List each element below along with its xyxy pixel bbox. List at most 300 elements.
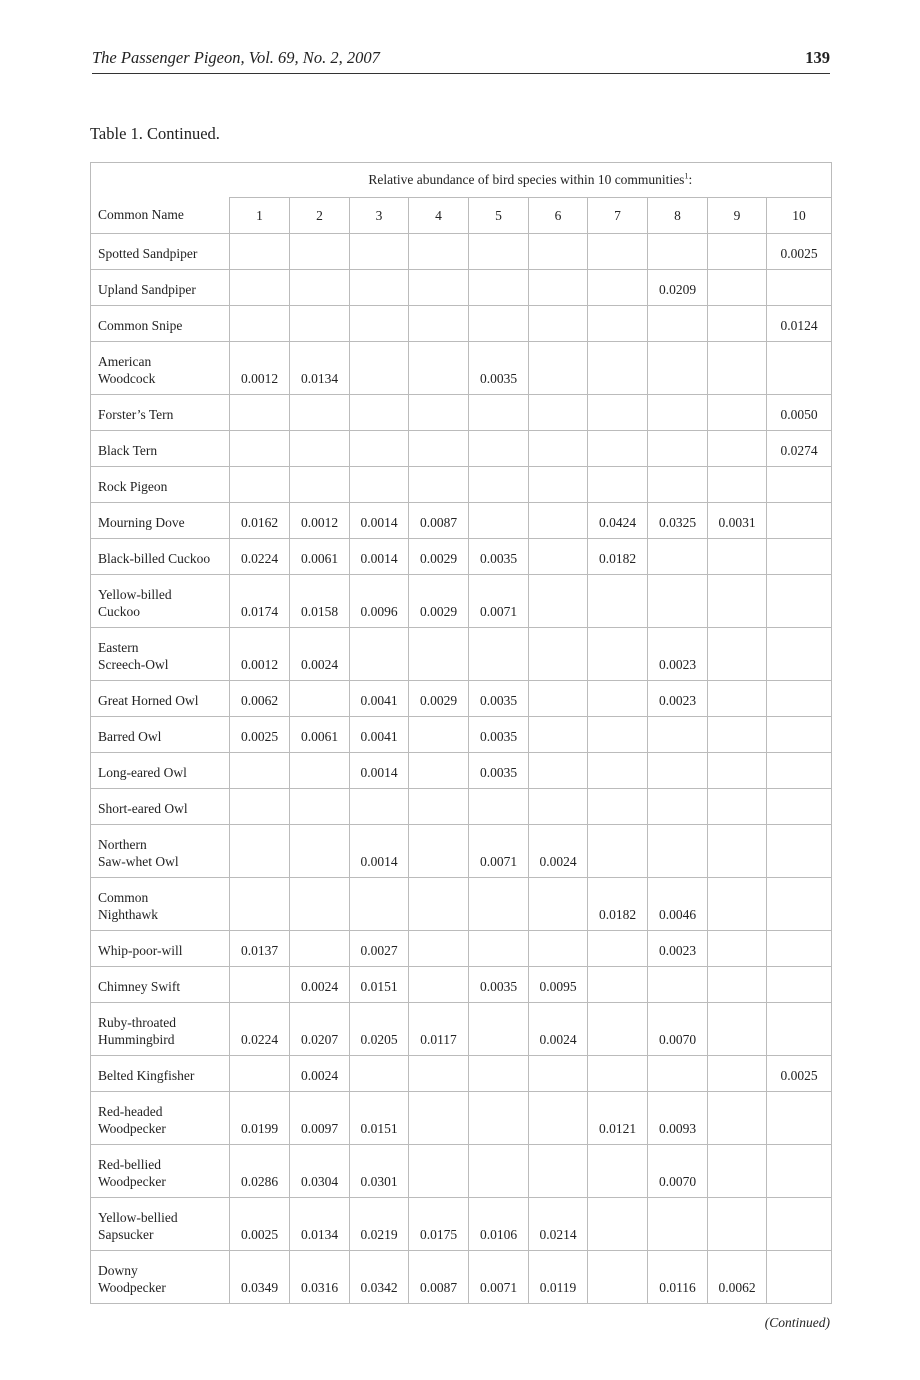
species-name-line: Woodpecker xyxy=(98,1280,166,1295)
abundance-value xyxy=(648,575,708,628)
abundance-value xyxy=(767,1003,832,1056)
abundance-value xyxy=(230,270,290,306)
abundance-value: 0.0219 xyxy=(350,1198,409,1251)
abundance-value: 0.0031 xyxy=(708,503,767,539)
species-name-line: Red-headed xyxy=(98,1104,163,1119)
abundance-value: 0.0207 xyxy=(290,1003,350,1056)
abundance-value xyxy=(469,234,529,270)
abundance-value xyxy=(529,681,588,717)
table-row xyxy=(91,967,832,1003)
abundance-value xyxy=(588,270,648,306)
abundance-value xyxy=(588,467,648,503)
abundance-value xyxy=(350,395,409,431)
abundance-value: 0.0071 xyxy=(469,575,529,628)
abundance-value xyxy=(469,931,529,967)
table-row xyxy=(91,931,832,967)
abundance-value xyxy=(588,306,648,342)
column-header-5: 5 xyxy=(469,198,529,234)
abundance-value xyxy=(648,234,708,270)
table-row xyxy=(91,681,832,717)
abundance-value xyxy=(350,431,409,467)
column-header-8: 8 xyxy=(648,198,708,234)
abundance-value: 0.0087 xyxy=(409,503,469,539)
abundance-value xyxy=(588,342,648,395)
abundance-value xyxy=(409,467,469,503)
species-name xyxy=(91,575,230,628)
abundance-value xyxy=(708,1056,767,1092)
abundance-value xyxy=(409,717,469,753)
abundance-value xyxy=(708,1145,767,1198)
abundance-value xyxy=(708,717,767,753)
abundance-value: 0.0134 xyxy=(290,1198,350,1251)
abundance-value: 0.0041 xyxy=(350,681,409,717)
abundance-value: 0.0224 xyxy=(230,1003,290,1056)
abundance-value xyxy=(290,825,350,878)
common-name-header: Common Name xyxy=(91,198,230,234)
abundance-value xyxy=(469,789,529,825)
species-name xyxy=(91,342,230,395)
abundance-value xyxy=(767,967,832,1003)
abundance-value xyxy=(708,967,767,1003)
table-row xyxy=(91,467,832,503)
abundance-value: 0.0014 xyxy=(350,825,409,878)
abundance-value xyxy=(708,825,767,878)
abundance-value xyxy=(767,825,832,878)
species-name xyxy=(91,878,230,931)
species-name-line: Downy xyxy=(98,1263,138,1278)
abundance-value xyxy=(588,395,648,431)
abundance-value xyxy=(648,431,708,467)
abundance-value xyxy=(350,1056,409,1092)
table-row xyxy=(91,1092,832,1145)
abundance-value xyxy=(230,395,290,431)
abundance-value xyxy=(230,1056,290,1092)
species-name xyxy=(91,1092,230,1145)
column-header-4: 4 xyxy=(409,198,469,234)
abundance-value xyxy=(350,628,409,681)
header-colon: : xyxy=(688,172,693,187)
abundance-value xyxy=(409,825,469,878)
species-name-line: Yellow-bellied xyxy=(98,1210,178,1225)
abundance-value xyxy=(469,1092,529,1145)
abundance-value xyxy=(648,753,708,789)
abundance-value xyxy=(469,628,529,681)
table-row xyxy=(91,1145,832,1198)
abundance-value xyxy=(290,431,350,467)
table-row xyxy=(91,503,832,539)
abundance-value xyxy=(767,628,832,681)
abundance-value xyxy=(708,467,767,503)
footnote-marker: 1 xyxy=(684,171,689,181)
abundance-value xyxy=(708,395,767,431)
abundance-value: 0.0023 xyxy=(648,931,708,967)
abundance-value: 0.0024 xyxy=(290,1056,350,1092)
abundance-value: 0.0151 xyxy=(350,1092,409,1145)
abundance-value xyxy=(350,306,409,342)
table-title: Table 1. Continued. xyxy=(90,124,220,143)
abundance-value xyxy=(529,395,588,431)
abundance-value: 0.0062 xyxy=(230,681,290,717)
species-name: Whip-poor-will xyxy=(91,931,230,967)
abundance-value: 0.0024 xyxy=(529,1003,588,1056)
abundance-value xyxy=(708,681,767,717)
abundance-value xyxy=(290,270,350,306)
species-name xyxy=(91,1198,230,1251)
abundance-value xyxy=(290,467,350,503)
species-name xyxy=(91,1003,230,1056)
abundance-value: 0.0274 xyxy=(767,431,832,467)
column-header-9: 9 xyxy=(708,198,767,234)
abundance-value: 0.0134 xyxy=(290,342,350,395)
abundance-value xyxy=(469,395,529,431)
species-name-line: Yellow-billed xyxy=(98,587,172,602)
abundance-value xyxy=(469,431,529,467)
abundance-value xyxy=(767,503,832,539)
abundance-value xyxy=(350,270,409,306)
abundance-value xyxy=(588,628,648,681)
abundance-value: 0.0316 xyxy=(290,1251,350,1304)
species-name-line: Nighthawk xyxy=(98,907,158,922)
abundance-value xyxy=(708,931,767,967)
abundance-value xyxy=(767,789,832,825)
abundance-value xyxy=(529,789,588,825)
abundance-value xyxy=(230,825,290,878)
species-name: Upland Sandpiper xyxy=(91,270,230,306)
abundance-value xyxy=(230,467,290,503)
abundance-value xyxy=(767,1145,832,1198)
abundance-value xyxy=(648,825,708,878)
abundance-value: 0.0012 xyxy=(230,342,290,395)
abundance-value xyxy=(409,878,469,931)
abundance-value: 0.0035 xyxy=(469,967,529,1003)
abundance-value xyxy=(767,270,832,306)
abundance-value: 0.0151 xyxy=(350,967,409,1003)
species-name-line: Woodpecker xyxy=(98,1174,166,1189)
table-row xyxy=(91,628,832,681)
relative-abundance-header xyxy=(230,163,832,198)
abundance-value: 0.0035 xyxy=(469,681,529,717)
page-number: 139 xyxy=(805,48,830,67)
abundance-value: 0.0209 xyxy=(648,270,708,306)
abundance-value xyxy=(230,431,290,467)
abundance-value xyxy=(767,717,832,753)
table-row xyxy=(91,575,832,628)
table-row xyxy=(91,717,832,753)
species-name-line: Northern xyxy=(98,837,147,852)
abundance-value xyxy=(409,306,469,342)
abundance-value xyxy=(708,753,767,789)
species-name-line: Ruby-throated xyxy=(98,1015,176,1030)
abundance-value xyxy=(529,539,588,575)
abundance-value xyxy=(529,503,588,539)
abundance-value: 0.0205 xyxy=(350,1003,409,1056)
abundance-value xyxy=(469,270,529,306)
abundance-value xyxy=(409,967,469,1003)
abundance-value xyxy=(767,1198,832,1251)
abundance-value xyxy=(708,234,767,270)
species-name-line: Saw-whet Owl xyxy=(98,854,179,869)
abundance-value xyxy=(767,931,832,967)
table-row xyxy=(91,1056,832,1092)
abundance-value: 0.0024 xyxy=(290,967,350,1003)
abundance-value xyxy=(529,717,588,753)
abundance-value: 0.0029 xyxy=(409,539,469,575)
table-row xyxy=(91,825,832,878)
abundance-value xyxy=(767,878,832,931)
abundance-value xyxy=(588,431,648,467)
abundance-value xyxy=(767,753,832,789)
abundance-value: 0.0199 xyxy=(230,1092,290,1145)
abundance-value: 0.0025 xyxy=(230,1198,290,1251)
species-name xyxy=(91,1251,230,1304)
species-name-line: Sapsucker xyxy=(98,1227,154,1242)
abundance-value xyxy=(409,1092,469,1145)
species-name: Short-eared Owl xyxy=(91,789,230,825)
column-header-row xyxy=(91,198,832,234)
abundance-value: 0.0349 xyxy=(230,1251,290,1304)
abundance-value: 0.0093 xyxy=(648,1092,708,1145)
abundance-value: 0.0071 xyxy=(469,1251,529,1304)
abundance-value xyxy=(290,931,350,967)
abundance-value xyxy=(708,878,767,931)
abundance-value xyxy=(529,1056,588,1092)
abundance-value xyxy=(648,467,708,503)
abundance-value: 0.0097 xyxy=(290,1092,350,1145)
abundance-value xyxy=(409,753,469,789)
abundance-value xyxy=(588,1145,648,1198)
running-head xyxy=(92,48,830,74)
abundance-value xyxy=(350,789,409,825)
abundance-value xyxy=(290,878,350,931)
table-row xyxy=(91,342,832,395)
relative-abundance-header-text: Relative abundance of bird species within 10 communities xyxy=(368,172,685,187)
abundance-value: 0.0014 xyxy=(350,539,409,575)
species-name-line: Eastern xyxy=(98,640,139,655)
abundance-value xyxy=(648,342,708,395)
abundance-value xyxy=(409,342,469,395)
abundance-value: 0.0024 xyxy=(290,628,350,681)
abundance-value xyxy=(230,967,290,1003)
abundance-value xyxy=(767,575,832,628)
abundance-value xyxy=(529,931,588,967)
abundance-value xyxy=(767,467,832,503)
abundance-value xyxy=(469,503,529,539)
abundance-value xyxy=(708,306,767,342)
abundance-value xyxy=(409,270,469,306)
abundance-value: 0.0095 xyxy=(529,967,588,1003)
abundance-value xyxy=(588,967,648,1003)
abundance-value xyxy=(529,878,588,931)
abundance-value: 0.0174 xyxy=(230,575,290,628)
species-name-line: Common xyxy=(98,890,149,905)
table-row xyxy=(91,1198,832,1251)
table-row xyxy=(91,789,832,825)
abundance-value xyxy=(290,681,350,717)
table-row xyxy=(91,1003,832,1056)
abundance-value xyxy=(708,270,767,306)
species-name xyxy=(91,825,230,878)
species-name: Black Tern xyxy=(91,431,230,467)
abundance-value xyxy=(409,431,469,467)
abundance-value: 0.0035 xyxy=(469,717,529,753)
abundance-value xyxy=(350,234,409,270)
abundance-value: 0.0014 xyxy=(350,503,409,539)
abundance-value: 0.0024 xyxy=(529,825,588,878)
abundance-value xyxy=(290,789,350,825)
species-name: Spotted Sandpiper xyxy=(91,234,230,270)
abundance-value: 0.0035 xyxy=(469,753,529,789)
abundance-value xyxy=(588,575,648,628)
table-body xyxy=(91,234,832,1304)
abundance-value: 0.0224 xyxy=(230,539,290,575)
abundance-value xyxy=(648,967,708,1003)
table-row xyxy=(91,539,832,575)
abundance-value: 0.0050 xyxy=(767,395,832,431)
abundance-value: 0.0035 xyxy=(469,342,529,395)
journal-citation: The Passenger Pigeon, Vol. 69, No. 2, 2007 xyxy=(92,48,380,67)
abundance-value: 0.0342 xyxy=(350,1251,409,1304)
abundance-value xyxy=(588,1003,648,1056)
abundance-value xyxy=(290,306,350,342)
abundance-value xyxy=(648,717,708,753)
abundance-value xyxy=(529,270,588,306)
species-name: Forster’s Tern xyxy=(91,395,230,431)
species-name-line: Woodpecker xyxy=(98,1121,166,1136)
abundance-value xyxy=(648,1198,708,1251)
table-row xyxy=(91,753,832,789)
abundance-value xyxy=(708,789,767,825)
species-name-line: Hummingbird xyxy=(98,1032,175,1047)
abundance-value xyxy=(529,753,588,789)
abundance-value xyxy=(588,931,648,967)
abundance-value: 0.0070 xyxy=(648,1145,708,1198)
abundance-value xyxy=(529,628,588,681)
species-name: Belted Kingfisher xyxy=(91,1056,230,1092)
abundance-value xyxy=(409,628,469,681)
abundance-value: 0.0121 xyxy=(588,1092,648,1145)
abundance-value xyxy=(409,234,469,270)
abundance-value: 0.0182 xyxy=(588,539,648,575)
abundance-value xyxy=(708,1003,767,1056)
species-name-line: American xyxy=(98,354,152,369)
abundance-value xyxy=(708,1092,767,1145)
abundance-value xyxy=(708,575,767,628)
abundance-value xyxy=(409,931,469,967)
abundance-value: 0.0046 xyxy=(648,878,708,931)
abundance-value: 0.0025 xyxy=(767,234,832,270)
abundance-value: 0.0027 xyxy=(350,931,409,967)
table-row xyxy=(91,1251,832,1304)
abundance-value xyxy=(588,1198,648,1251)
column-header-6: 6 xyxy=(529,198,588,234)
abundance-value xyxy=(409,395,469,431)
abundance-value xyxy=(529,431,588,467)
abundance-value xyxy=(290,395,350,431)
abundance-value xyxy=(588,753,648,789)
abundance-value: 0.0023 xyxy=(648,628,708,681)
abundance-value xyxy=(588,234,648,270)
abundance-value xyxy=(767,681,832,717)
species-name: Barred Owl xyxy=(91,717,230,753)
species-name: Great Horned Owl xyxy=(91,681,230,717)
abundance-value xyxy=(708,342,767,395)
abundance-value xyxy=(230,306,290,342)
abundance-value xyxy=(350,342,409,395)
abundance-value: 0.0096 xyxy=(350,575,409,628)
abundance-value: 0.0325 xyxy=(648,503,708,539)
abundance-value xyxy=(409,1056,469,1092)
abundance-value xyxy=(588,789,648,825)
table-row xyxy=(91,878,832,931)
abundance-value xyxy=(469,1003,529,1056)
abundance-value xyxy=(708,431,767,467)
abundance-value xyxy=(290,753,350,789)
abundance-value xyxy=(230,878,290,931)
abundance-value xyxy=(708,628,767,681)
species-name: Mourning Dove xyxy=(91,503,230,539)
column-header-3: 3 xyxy=(350,198,409,234)
abundance-value: 0.0025 xyxy=(767,1056,832,1092)
species-name-line: Cuckoo xyxy=(98,604,140,619)
table-row xyxy=(91,431,832,467)
abundance-value xyxy=(588,681,648,717)
abundance-value: 0.0012 xyxy=(230,628,290,681)
abundance-value xyxy=(290,234,350,270)
species-name-line: Red-bellied xyxy=(98,1157,161,1172)
blank-header-cell xyxy=(91,163,230,198)
abundance-value: 0.0035 xyxy=(469,539,529,575)
abundance-value xyxy=(469,1056,529,1092)
abundance-value: 0.0062 xyxy=(708,1251,767,1304)
abundance-value: 0.0023 xyxy=(648,681,708,717)
species-name xyxy=(91,628,230,681)
abundance-value xyxy=(588,825,648,878)
column-header-1: 1 xyxy=(230,198,290,234)
abundance-value: 0.0041 xyxy=(350,717,409,753)
abundance-value xyxy=(767,342,832,395)
abundance-value: 0.0025 xyxy=(230,717,290,753)
abundance-value xyxy=(648,789,708,825)
species-name xyxy=(91,1145,230,1198)
abundance-value xyxy=(767,1251,832,1304)
abundance-value: 0.0012 xyxy=(290,503,350,539)
abundance-value: 0.0119 xyxy=(529,1251,588,1304)
abundance-value: 0.0301 xyxy=(350,1145,409,1198)
abundance-value xyxy=(648,395,708,431)
abundance-value: 0.0158 xyxy=(290,575,350,628)
abundance-value xyxy=(529,467,588,503)
abundance-value xyxy=(469,878,529,931)
abundance-value xyxy=(409,1145,469,1198)
super-header-row xyxy=(91,163,832,198)
abundance-value xyxy=(529,306,588,342)
abundance-value: 0.0087 xyxy=(409,1251,469,1304)
abundance-value xyxy=(230,789,290,825)
abundance-value: 0.0304 xyxy=(290,1145,350,1198)
abundance-value: 0.0070 xyxy=(648,1003,708,1056)
column-header-10: 10 xyxy=(767,198,832,234)
abundance-value: 0.0117 xyxy=(409,1003,469,1056)
continued-note: (Continued) xyxy=(764,1315,830,1330)
species-name-line: Screech-Owl xyxy=(98,657,169,672)
abundance-value xyxy=(350,467,409,503)
column-header-2: 2 xyxy=(290,198,350,234)
abundance-value xyxy=(588,717,648,753)
abundance-value xyxy=(350,878,409,931)
abundance-value xyxy=(529,1145,588,1198)
species-name: Black-billed Cuckoo xyxy=(91,539,230,575)
abundance-table xyxy=(90,162,832,1304)
